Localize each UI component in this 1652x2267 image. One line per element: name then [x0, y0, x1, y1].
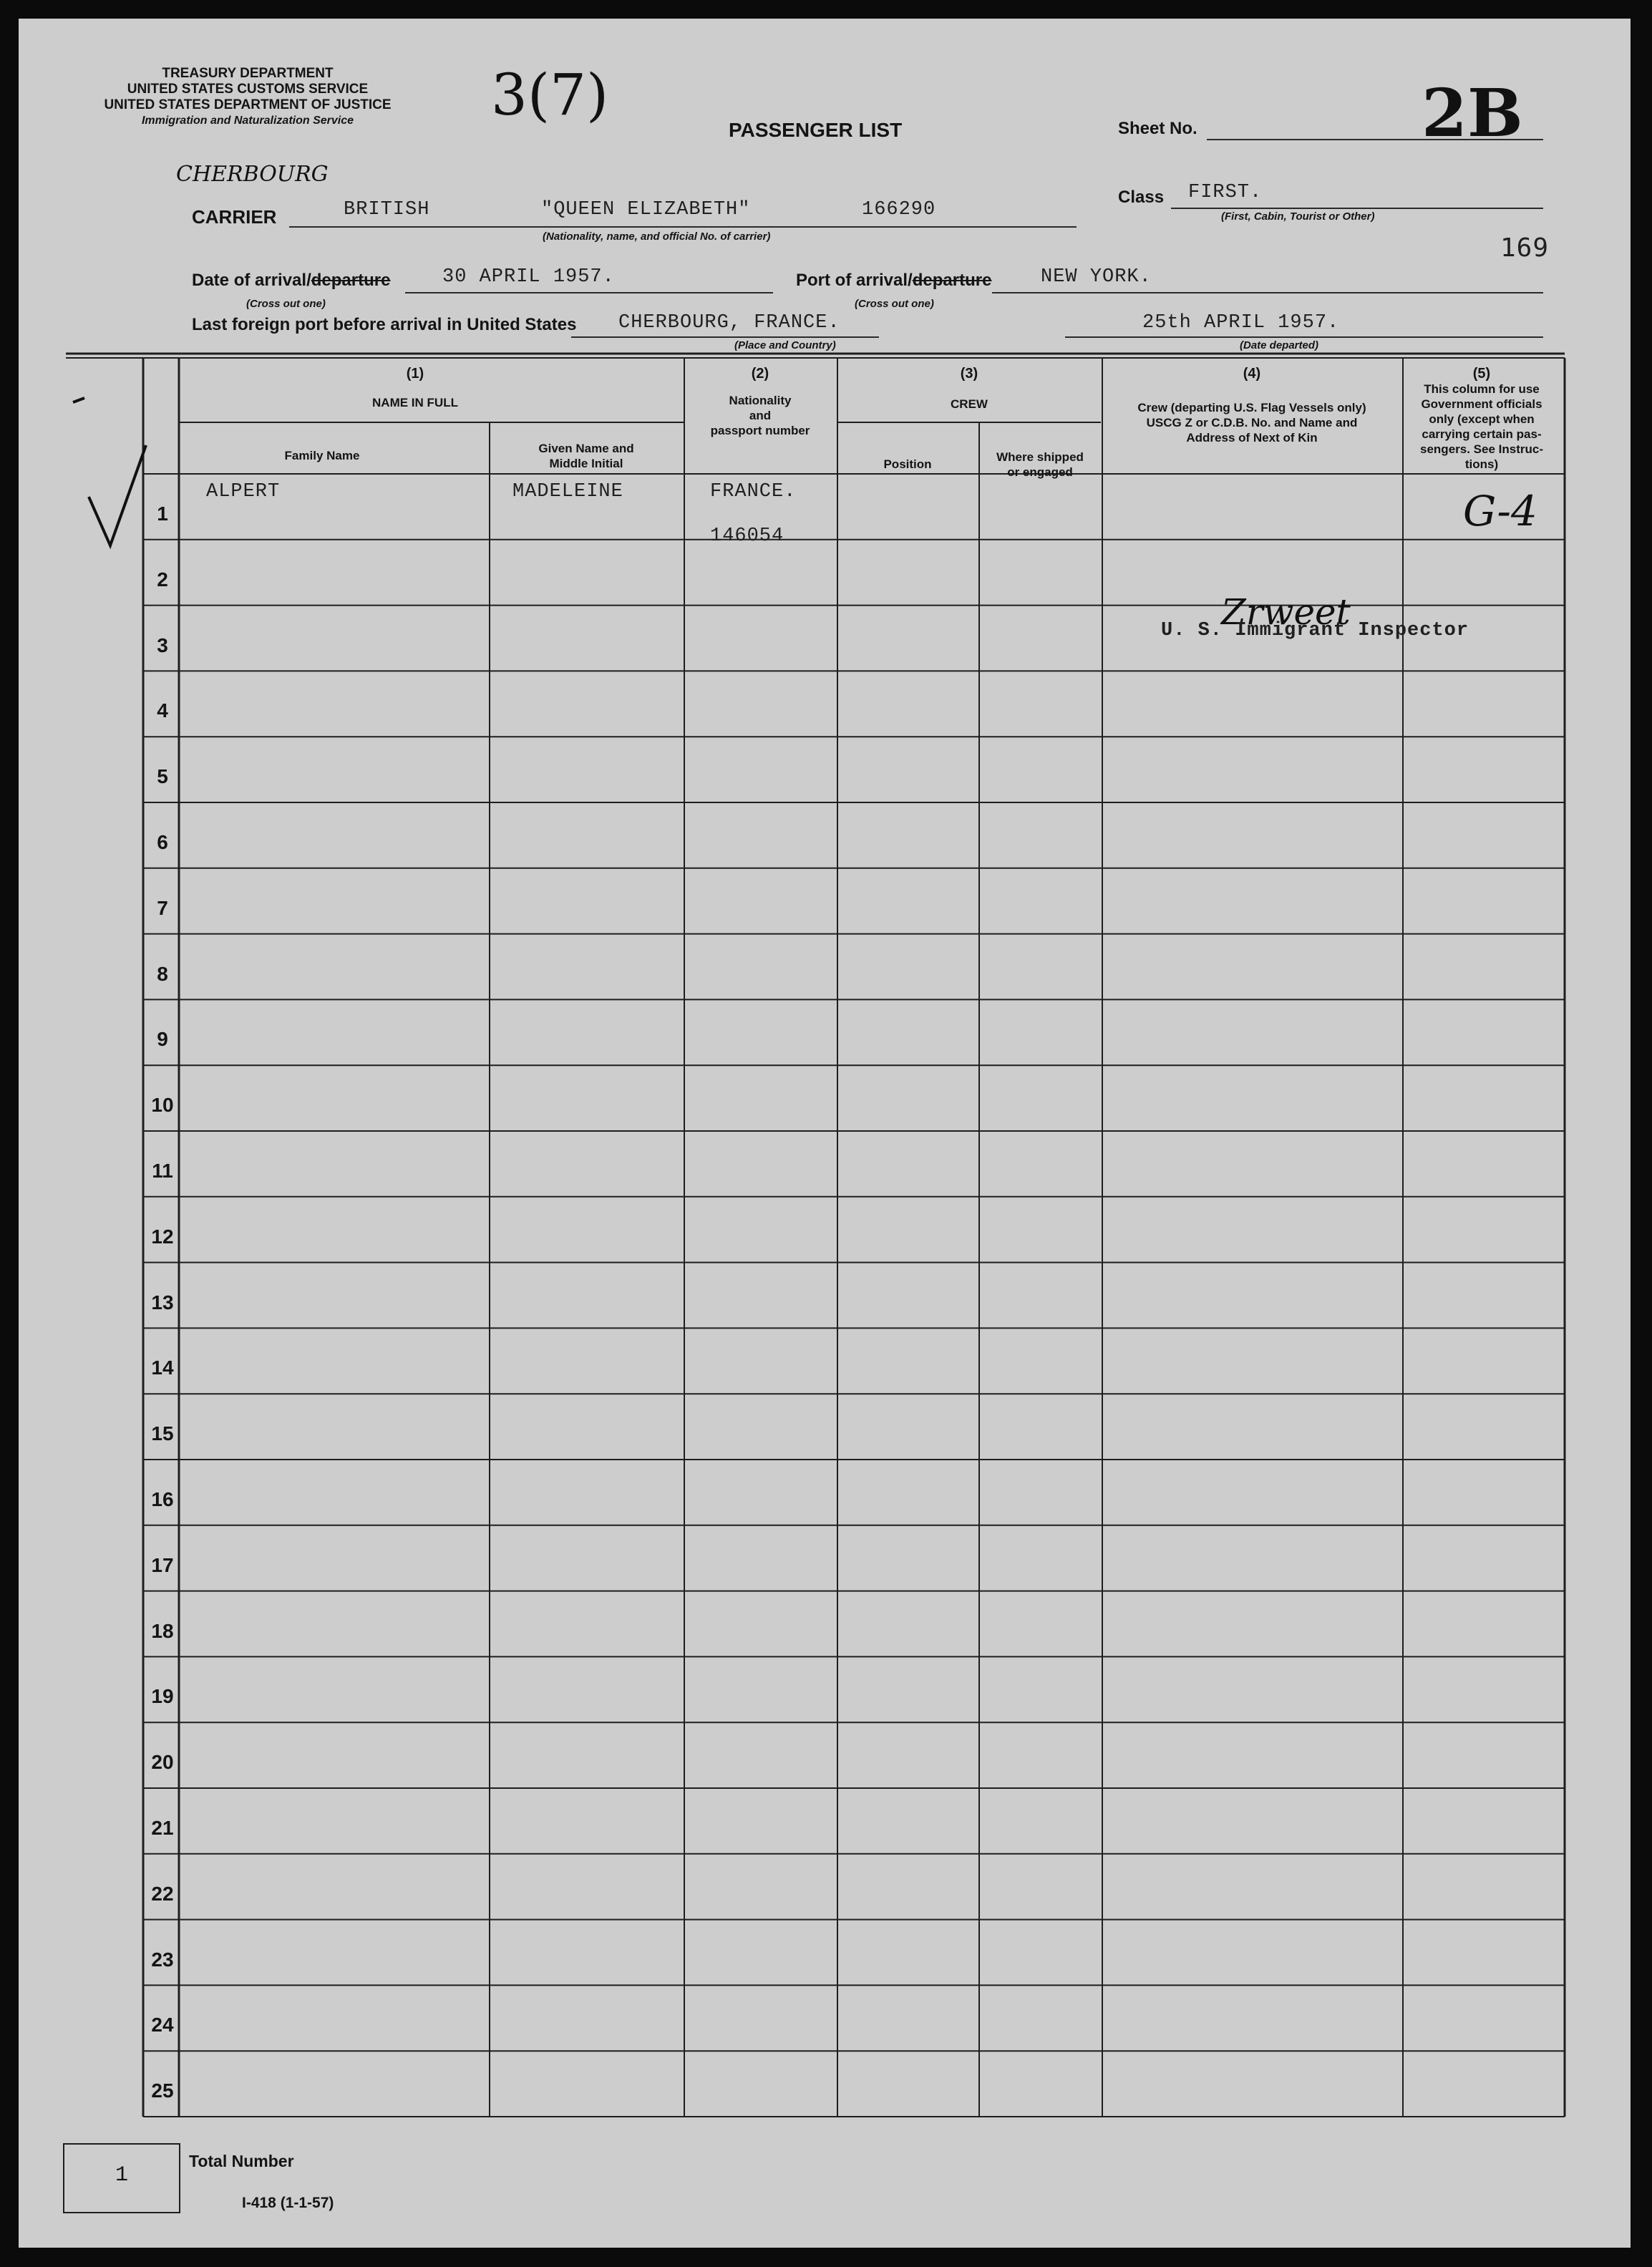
row-number: 2 [157, 568, 168, 591]
row-number: 13 [151, 1291, 174, 1314]
form-title: PASSENGER LIST [729, 119, 903, 141]
row-number: 19 [151, 1685, 174, 1708]
agency-line-3: UNITED STATES DEPARTMENT OF JUSTICE [104, 97, 392, 112]
col2-header [684, 366, 836, 438]
last-port-caption: (Place and Country) [734, 339, 836, 351]
row-number: 5 [157, 765, 168, 788]
row-number: 20 [151, 1751, 174, 1774]
row-number: 14 [151, 1356, 174, 1379]
last-port-label: Last foreign port before arrival in United States [192, 315, 577, 334]
col3-where-shipped [979, 450, 1101, 480]
row-number: 3 [157, 634, 168, 656]
row-number: 6 [157, 830, 168, 853]
col1-title: NAME IN FULL [372, 396, 458, 409]
agency-line-2: UNITED STATES CUSTOMS SERVICE [127, 82, 369, 97]
col5-number: (5) [1472, 366, 1491, 382]
class-caption: (First, Cabin, Tourist or Other) [1221, 210, 1375, 223]
handwritten-port-note: CHERBOURG [176, 162, 329, 187]
agency-line-4: Immigration and Naturalization Service [141, 115, 354, 127]
row-number: 21 [151, 1816, 174, 1839]
row-number: 23 [151, 1948, 174, 1971]
carrier-caption: (Nationality, name, and official No. of carrier) [543, 230, 771, 243]
stamp-number: 169 [1500, 233, 1550, 263]
class-label: Class [1118, 188, 1165, 207]
date-caption: (Cross out one) [246, 298, 326, 310]
row-number: 11 [152, 1159, 173, 1182]
col5-label-d: carrying certain pas- [1422, 427, 1542, 441]
row-number: 17 [151, 1553, 174, 1576]
entry-given-name: MADELEINE [512, 481, 623, 503]
carrier-official-number: 166290 [862, 199, 936, 220]
col4-label-c: Address of Next of Kin [1186, 431, 1318, 445]
col4-label-b: USCG Z or C.D.B. No. and Name and [1146, 416, 1358, 429]
date-departed-caption: (Date departed) [1240, 339, 1319, 351]
row-number: 18 [151, 1619, 174, 1642]
col3-number: (3) [960, 366, 978, 382]
carrier-nationality: BRITISH [344, 199, 430, 220]
col2-label-b: and [749, 409, 772, 422]
entry-nationality: FRANCE. [710, 481, 797, 503]
col4-label-a: Crew (departing U.S. Flag Vessels only) [1137, 401, 1366, 414]
date-label-departure-struck: departure [311, 271, 391, 290]
handwritten-sheet-number: 2B [1422, 74, 1523, 152]
row-number: 9 [157, 1028, 168, 1051]
col4-header [1102, 366, 1401, 445]
total-number-value: 1 [115, 2163, 128, 2188]
sheet-number-label: Sheet No. [1118, 119, 1197, 138]
col4-number: (4) [1243, 366, 1261, 382]
port-label-departure-struck: departure [912, 271, 992, 290]
total-number-label: Total Number [189, 2152, 294, 2170]
row-number: 12 [151, 1225, 174, 1248]
agency-line-1: TREASURY DEPARTMENT [162, 66, 334, 81]
total-number-box [63, 2143, 180, 2213]
port-caption: (Cross out one) [855, 298, 934, 310]
table-grid [19, 19, 1631, 2248]
row-number: 22 [151, 1882, 174, 1905]
carrier-label: CARRIER [192, 206, 277, 228]
row-number: 1 [157, 502, 168, 525]
row-number: 16 [151, 1487, 174, 1510]
col5-label-e: sengers. See Instruc- [1420, 442, 1543, 456]
col1-number: (1) [406, 366, 424, 382]
row-number: 15 [151, 1422, 174, 1445]
port-of-arrival: NEW YORK. [1041, 266, 1152, 288]
col3-where-a: Where shipped [996, 450, 1084, 464]
date-label-arrival: Date of arrival/ [192, 271, 311, 290]
col1-family-name: Family Name [284, 449, 360, 462]
col5-header [1403, 366, 1560, 472]
col5-label-c: only (except when [1429, 412, 1535, 426]
col3-where-b: or engaged [1007, 465, 1073, 479]
carrier-name: "QUEEN ELIZABETH" [541, 199, 751, 220]
col2-number: (2) [751, 366, 769, 382]
col3-title: CREW [951, 397, 988, 411]
inspector-prefix: U. S. [1161, 620, 1223, 641]
row-number: 4 [157, 699, 168, 722]
col3-position: Position [883, 457, 932, 471]
col5-label-b: Government officials [1421, 397, 1542, 411]
class-value: FIRST. [1188, 182, 1263, 203]
last-foreign-port: CHERBOURG, FRANCE. [618, 312, 840, 334]
date-of-arrival: 30 APRIL 1957. [442, 266, 615, 288]
inspector-line [1161, 620, 1469, 641]
entry-family-name: ALPERT [206, 481, 281, 503]
passenger-list-sheet [19, 19, 1631, 2248]
date-departed: 25th APRIL 1957. [1142, 312, 1340, 334]
handwritten-top-number: 3(7) [491, 62, 609, 128]
form-code: I-418 (1-1-57) [242, 2195, 334, 2211]
col1-given-name-b: Middle Initial [549, 457, 623, 470]
col2-label-c: passport number [710, 424, 810, 437]
handwritten-govt-code: G-4 [1463, 487, 1537, 535]
row-number: 25 [151, 2079, 174, 2102]
inspector-signature: Zrweet [1221, 591, 1351, 633]
col2-label-a: Nationality [729, 394, 792, 407]
row-number: 7 [157, 896, 168, 919]
col1-given-name [490, 441, 683, 471]
row-number: 10 [151, 1094, 174, 1117]
col5-label-f: tions) [1464, 457, 1499, 471]
row-number: 24 [151, 2014, 174, 2037]
row-number: 8 [157, 962, 168, 985]
col5-label-a: This column for use [1424, 382, 1540, 396]
entry-passport-number: 146054 [710, 525, 784, 547]
check-mark-icon [69, 377, 155, 555]
inspector-title: Immigrant Inspector [1235, 620, 1469, 641]
port-label-arrival: Port of arrival/ [796, 271, 913, 290]
col1-given-name-a: Given Name and [538, 442, 634, 455]
